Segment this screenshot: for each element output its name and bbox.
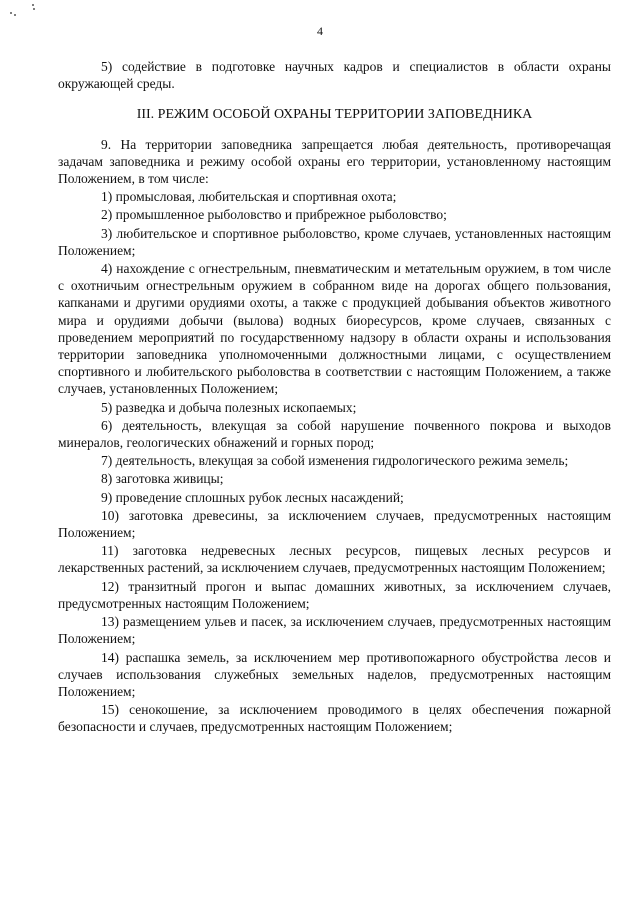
section-heading: III. РЕЖИМ ОСОБОЙ ОХРАНЫ ТЕРРИТОРИИ ЗАПОВЕДНИКА bbox=[136, 107, 533, 123]
document-body bbox=[58, 58, 611, 736]
scan-artifact bbox=[8, 2, 38, 24]
paragraph-item-5: 5) содействие в подготовке научных кадров и специалистов в области охраны окружающей среды. bbox=[58, 59, 611, 92]
page-number: 4 bbox=[317, 24, 323, 38]
paragraph: 11) заготовка недревесных лесных ресурсов, пищевых лесных ресурсов и лекарственных растений, за исключением случаев, предусмотренных настоящим Положением; bbox=[58, 543, 611, 576]
paragraph: 3) любительское и спортивное рыболовство, кроме случаев, установленных настоящим Положением; bbox=[58, 225, 611, 258]
paragraph: 10) заготовка древесины, за исключением случаев, предусмотренных настоящим Положением; bbox=[58, 507, 611, 541]
paragraph: 9) проведение сплошных рубок лесных насаждений; bbox=[101, 489, 404, 505]
paragraph: 4) нахождение с огнестрельным, пневматическим и метательным оружием, в том числе с охотничьим огнестрельным оружием в собранном виде на дорогах общего пользования, капканами и другими орудиями охоты, а также с продукцией добывания объектов животного мира и орудиями добычи (вылова) водных биоресурсов, кроме случаев, связанных с проведением мероприятий по государственному надзору в области охраны и использования территории заповедника уполномоченными должностными лицами, с осуществлением спортивного и любительского рыболовства в соответствии с настоящим Положением, а также случаев, установленных Положением; bbox=[58, 261, 611, 397]
paragraph: 8) заготовка живицы; bbox=[101, 471, 224, 487]
paragraph: 15) сенокошение, за исключением проводимого в целях обеспечения пожарной безопасности и случаев, предусмотренных настоящим Положением; bbox=[58, 702, 611, 735]
paragraph: 7) деятельность, влекущая за собой изменения гидрологического режима земель; bbox=[101, 453, 569, 469]
paragraph: 2) промышленное рыболовство и прибрежное рыболовство; bbox=[101, 207, 447, 223]
paragraph: 1) промысловая, любительская и спортивная охота; bbox=[101, 189, 397, 205]
paragraph-list bbox=[58, 136, 611, 736]
paragraph: 9. На территории заповедника запрещается любая деятельность, противоречащая задачам заповедника и режиму особой охраны его территории, установленному настоящим Положением, в том числе: bbox=[58, 136, 611, 187]
paragraph: 5) разведка и добыча полезных ископаемых; bbox=[101, 399, 357, 415]
paragraph: 6) деятельность, влекущая за собой нарушение почвенного покрова и выходов минералов, геологических обнажений и горных пород; bbox=[58, 417, 611, 451]
paragraph: 14) распашка земель, за исключением мер противопожарного обустройства лесов и случаев использования служебных земельных наделов, предусмотренных настоящим Положением; bbox=[58, 649, 611, 699]
paragraph: 12) транзитный прогон и выпас домашних животных, за исключением случаев, предусмотренных настоящим Положением; bbox=[58, 578, 611, 611]
paragraph: 13) размещением ульев и пасек, за исключением случаев, предусмотренных настоящим Положением; bbox=[58, 614, 611, 647]
